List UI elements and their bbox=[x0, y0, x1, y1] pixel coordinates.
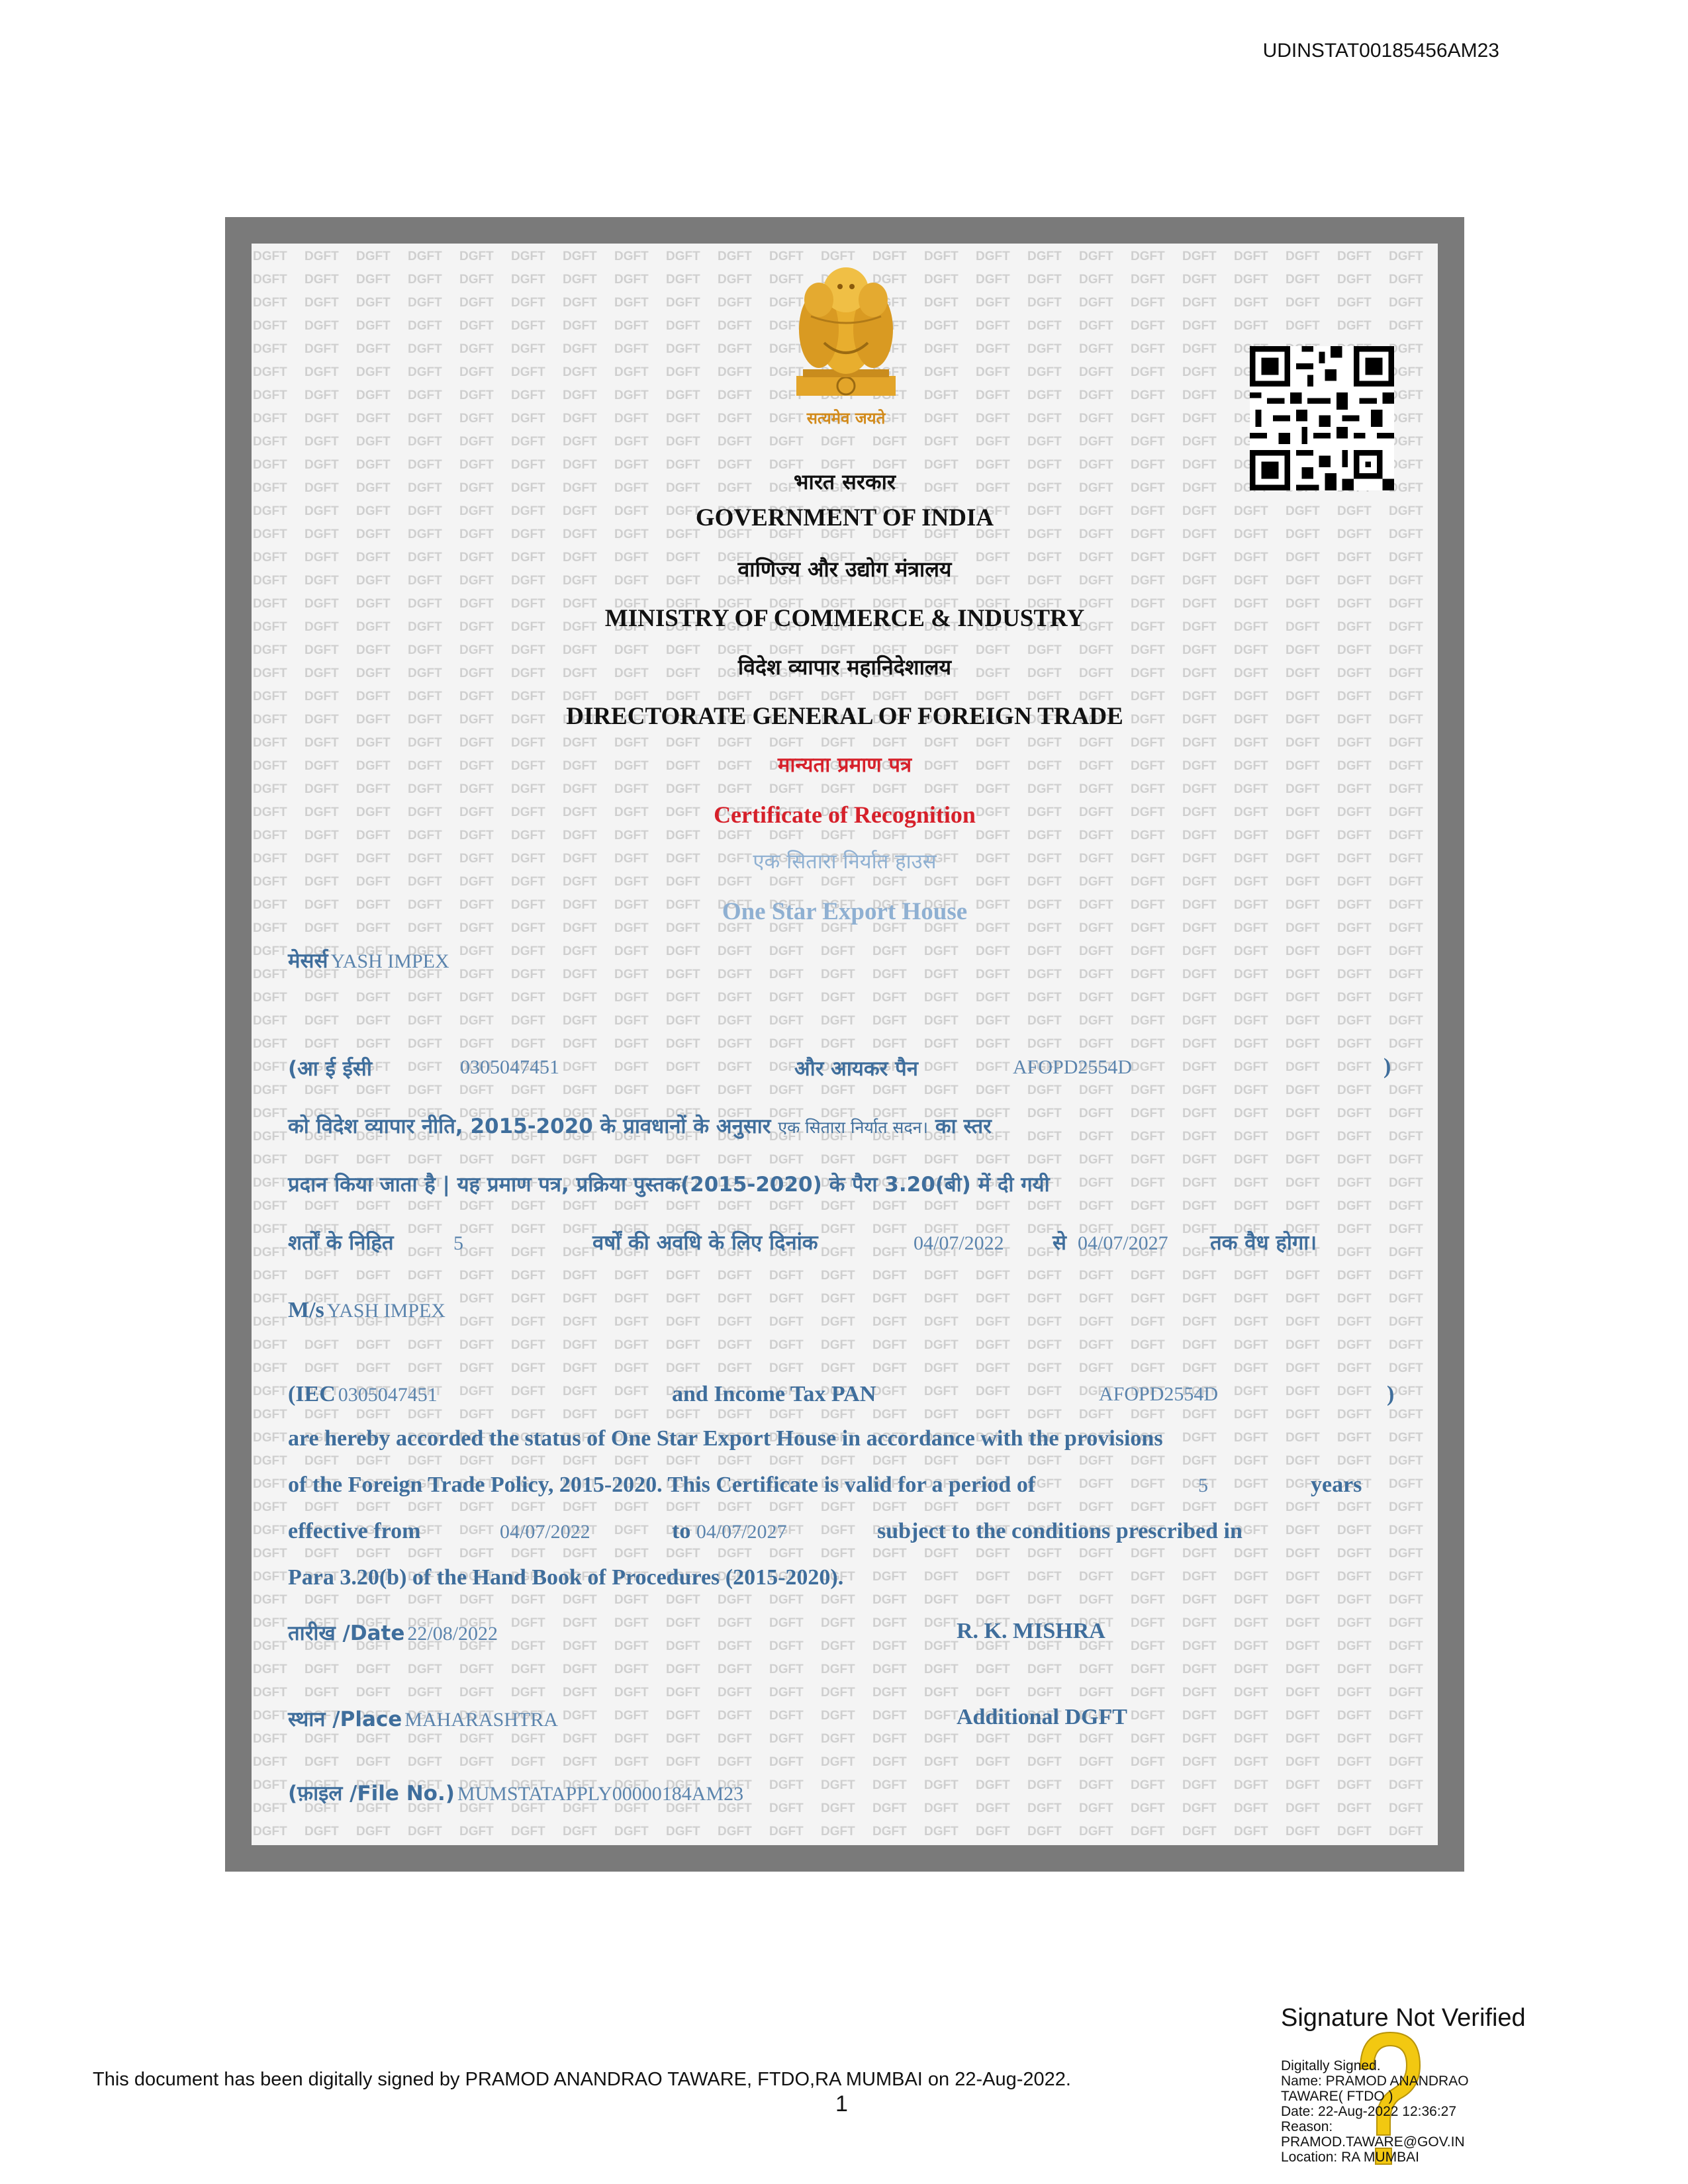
date-label: तारीख /Date bbox=[288, 1621, 405, 1645]
hindi-close-paren-text: ) bbox=[1383, 1054, 1391, 1079]
signature-validation-box[interactable] bbox=[1281, 2004, 1559, 2183]
hindi-para-line-1b: का स्तर bbox=[935, 1115, 992, 1138]
hindi-para-line-1a: को विदेश व्यापार नीति, 2015-2020 के प्रावधानों के अनुसार bbox=[288, 1115, 771, 1138]
hindi-years-value: 5 bbox=[453, 1232, 463, 1254]
certificate-body bbox=[252, 244, 1438, 1845]
signature-detail-line: TAWARE( FTDO ) bbox=[1281, 2089, 1393, 2104]
signature-detail-line: Location: RA MUMBAI bbox=[1281, 2150, 1419, 2165]
english-pan-number: AFOPD2554D bbox=[1099, 1383, 1219, 1405]
english-para-line-2b: years bbox=[1311, 1473, 1362, 1497]
place-line bbox=[288, 1705, 558, 1733]
hindi-iec-open bbox=[288, 1054, 372, 1082]
english-para-line-1a: are hereby accorded the status of bbox=[288, 1426, 606, 1451]
hindi-close-paren bbox=[1383, 1054, 1391, 1079]
hindi-para-line-3b: वर्षों की अवधि के लिए दिनांक bbox=[592, 1231, 818, 1255]
hindi-para-line-1 bbox=[288, 1112, 992, 1140]
hindi-pan-value bbox=[1013, 1056, 1132, 1079]
english-para-line-1 bbox=[288, 1426, 1163, 1451]
hindi-para-line-3c: से bbox=[1053, 1231, 1066, 1255]
hindi-dgft-heading: विदेश व्यापार महानिदेशालय bbox=[737, 655, 952, 680]
english-para-line-3c: subject to the conditions prescribed in bbox=[877, 1519, 1243, 1543]
signature-detail-line: Date: 22-Aug-2022 12:36:27 bbox=[1281, 2104, 1457, 2119]
hindi-iec-number: 0305047451 bbox=[460, 1056, 559, 1078]
english-status-inline: One Star Export House bbox=[610, 1426, 837, 1451]
english-para-line-2a: of the Foreign Trade Policy, 2015-2020. This Certificate is valid for a period of bbox=[288, 1473, 1036, 1497]
english-close-paren bbox=[1387, 1382, 1394, 1407]
english-firm-line bbox=[288, 1298, 445, 1323]
hindi-para-line-3a: शर्तों के निहित bbox=[288, 1231, 394, 1255]
english-firm-name: YASH IMPEX bbox=[326, 1300, 445, 1322]
file-label: (फ़ाइल /File No.) bbox=[288, 1782, 455, 1805]
udin-number: UDINSTAT00185456AM23 bbox=[1262, 40, 1499, 62]
signature-detail-line: Name: PRAMOD ANANDRAO bbox=[1281, 2073, 1469, 2089]
signatory-name-text: R. K. MISHRA bbox=[957, 1619, 1105, 1643]
file-number: MUMSTATAPPLY00000184AM23 bbox=[457, 1783, 744, 1805]
english-iec-line bbox=[288, 1382, 438, 1407]
english-pan-value bbox=[1099, 1383, 1218, 1406]
hindi-iec-label: (आ ई ईसी bbox=[288, 1057, 372, 1081]
certificate-title: Certificate of Recognition bbox=[714, 801, 976, 828]
hindi-date-to-value: 04/07/2027 bbox=[1078, 1232, 1168, 1254]
hindi-date-from-value: 04/07/2022 bbox=[914, 1232, 1004, 1254]
digital-signature-note: This document has been digitally signed by PRAMOD ANANDRAO TAWARE, FTDO,RA MUMBAI on 22-Aug-2022. bbox=[93, 2069, 1071, 2090]
english-close-paren-text: ) bbox=[1387, 1382, 1395, 1406]
english-para-line-3a: effective from bbox=[288, 1519, 421, 1543]
hindi-pan-label: और आयकर पैन bbox=[794, 1057, 918, 1081]
english-years-value: 5 bbox=[1198, 1475, 1208, 1496]
english-para-line-4: Para 3.20(b) of the Hand Book of Procedures (2015-2020). bbox=[288, 1565, 844, 1590]
signatory-name bbox=[957, 1619, 1105, 1644]
english-pan-label-wrap bbox=[672, 1382, 876, 1407]
signature-details bbox=[1281, 2058, 1469, 2165]
place-value: MAHARASHTRA bbox=[404, 1709, 558, 1731]
ministry-heading: MINISTRY OF COMMERCE & INDUSTRY bbox=[604, 605, 1085, 632]
hindi-date-to bbox=[1078, 1232, 1168, 1255]
file-line bbox=[288, 1779, 743, 1807]
hindi-ministry-heading: वाणिज्य और उद्योग मंत्रालय bbox=[737, 557, 952, 582]
dgft-heading: DIRECTORATE GENERAL OF FOREIGN TRADE bbox=[566, 703, 1123, 730]
status-title: One Star Export House bbox=[722, 898, 968, 925]
english-para-line-3b bbox=[672, 1519, 787, 1544]
hindi-status-inline: एक सितारा निर्यात सदन। bbox=[778, 1118, 929, 1137]
signatory-designation bbox=[957, 1705, 1127, 1730]
hindi-iec-value bbox=[460, 1056, 559, 1079]
english-years bbox=[1198, 1475, 1208, 1497]
english-firm-label: M/s bbox=[288, 1298, 324, 1322]
hindi-government-heading: भारत सरकार bbox=[794, 469, 896, 494]
date-line bbox=[288, 1619, 498, 1647]
place-label: स्थान /Place bbox=[288, 1707, 402, 1731]
english-para-line-1b: in accordance with the provisions bbox=[841, 1426, 1163, 1451]
certificate-frame bbox=[225, 217, 1464, 1872]
hindi-certificate-title: मान्यता प्रमाण पत्र bbox=[777, 753, 912, 777]
signature-status-title: Signature Not Verified bbox=[1281, 2004, 1526, 2032]
english-iec-number: 0305047451 bbox=[338, 1384, 438, 1406]
english-date-from-value: 04/07/2022 bbox=[500, 1521, 590, 1543]
hindi-pan-number: AFOPD2554D bbox=[1013, 1056, 1133, 1078]
hindi-status-title: एक सितारा निर्यात हाउस bbox=[753, 850, 937, 874]
english-iec-label: (IEC bbox=[288, 1382, 336, 1406]
emblem-motto: सत्यमेव जयते bbox=[806, 409, 886, 428]
signatory-designation-text: Additional DGFT bbox=[957, 1705, 1127, 1729]
hindi-firm-line bbox=[288, 946, 449, 974]
hindi-firm-label: मेसर्स bbox=[288, 949, 328, 973]
government-heading: GOVERNMENT OF INDIA bbox=[695, 504, 994, 531]
hindi-para-line-2: प्रदान किया जाता है | यह प्रमाण पत्र, प्रक्रिया पुस्तक(2015-2020) के पैरा 3.20(बी) में दी गयी bbox=[288, 1173, 1050, 1197]
national-emblem-icon bbox=[784, 250, 907, 442]
english-date-from bbox=[500, 1521, 590, 1543]
hindi-years bbox=[453, 1232, 463, 1255]
english-pan-label: and Income Tax PAN bbox=[672, 1382, 876, 1406]
hindi-para-line-3d: तक वैध होगा। bbox=[1210, 1231, 1317, 1255]
hindi-firm-name: YASH IMPEX bbox=[330, 950, 449, 972]
page-number: 1 bbox=[835, 2091, 848, 2116]
english-to-label: to bbox=[672, 1519, 691, 1543]
hindi-pan-label-wrap bbox=[794, 1054, 918, 1082]
english-date-to-value: 04/07/2027 bbox=[696, 1521, 787, 1543]
issue-date: 22/08/2022 bbox=[407, 1623, 498, 1645]
signature-detail-line: Reason: bbox=[1281, 2119, 1333, 2134]
signature-detail-line: PRAMOD.TAWARE@GOV.IN bbox=[1281, 2134, 1465, 2150]
hindi-date-from bbox=[914, 1232, 1004, 1255]
signature-detail-line: Digitally Signed. bbox=[1281, 2058, 1381, 2073]
